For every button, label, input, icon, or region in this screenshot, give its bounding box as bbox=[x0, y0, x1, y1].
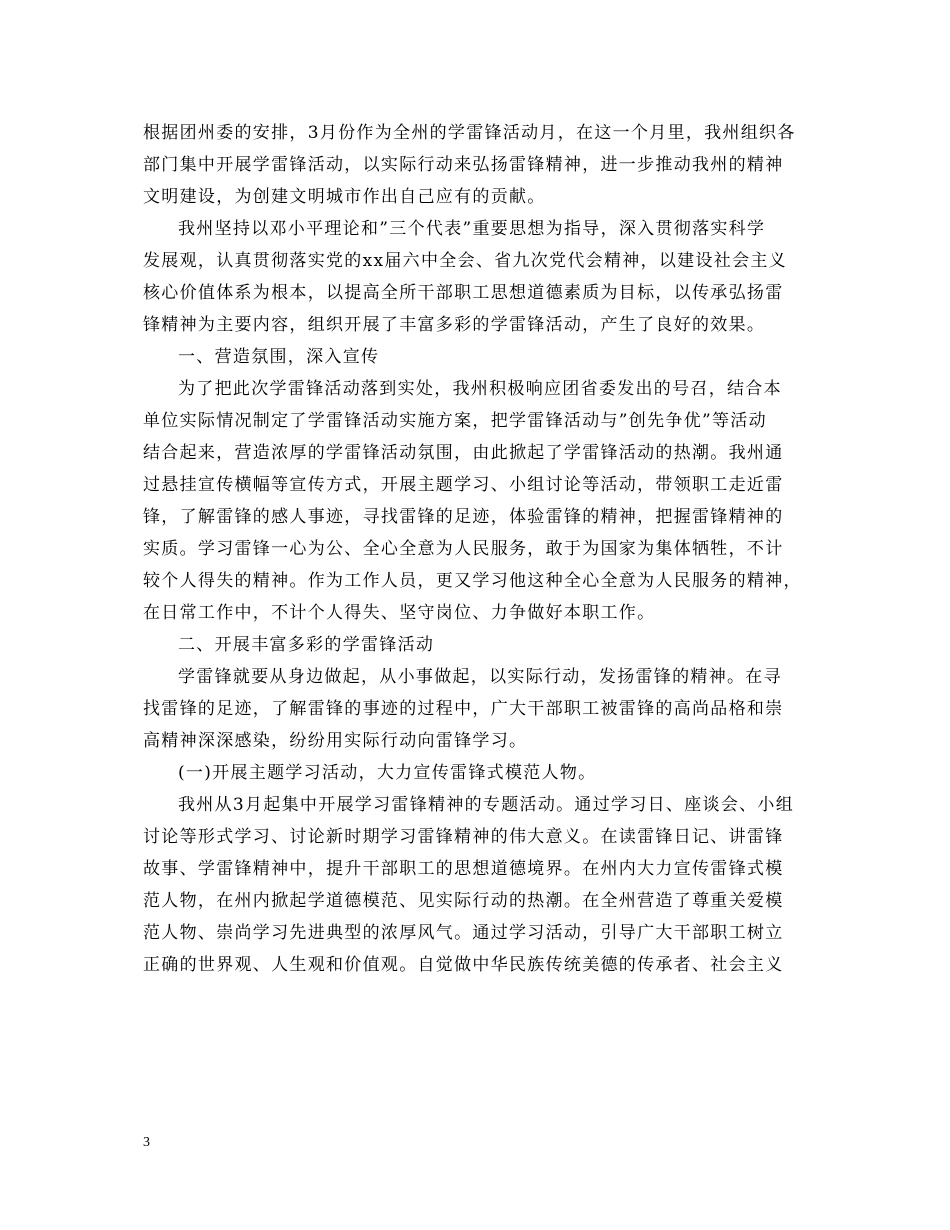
text-line: 我州从3月起集中开展学习雷锋精神的专题活动。通过学习日、座谈会、小组 bbox=[178, 795, 795, 815]
text-line: 二、开展丰富多彩的学雷锋活动 bbox=[178, 635, 435, 655]
text-line: 单位实际情况制定了学雷锋活动实施方案，把学雷锋活动与”创先争优”等活动 bbox=[143, 411, 767, 431]
text-line: (一)开展主题学习活动，大力宣传雷锋式模范人物。 bbox=[178, 763, 597, 783]
text-line: 讨论等形式学习、讨论新时期学习雷锋精神的伟大意义。在读雷锋日记、讲雷锋 bbox=[143, 827, 784, 847]
text-line: 学雷锋就要从身边做起，从小事做起，以实际行动，发扬雷锋的精神。在寻 bbox=[178, 667, 782, 687]
text-line: 高精神深深感染，纷纷用实际行动向雷锋学习。 bbox=[143, 731, 528, 751]
text-line: 核心价值体系为根本，以提高全所干部职工思想道德素质为目标，以传承弘扬雷 bbox=[143, 283, 784, 303]
text-line: 发展观，认真贯彻落实党的xx届六中全会、省九次党代会精神，以建设社会主义 bbox=[143, 251, 787, 271]
document-body bbox=[143, 117, 811, 981]
text-line: 在日常工作中，不计个人得失、坚守岗位、力争做好本职工作。 bbox=[143, 603, 656, 623]
page-number: 3 bbox=[143, 1135, 150, 1150]
text-line: 找雷锋的足迹，了解雷锋的事迹的过程中，广大干部职工被雷锋的高尚品格和崇 bbox=[143, 699, 784, 719]
text-line: 文明建设，为创建文明城市作出自己应有的贡献。 bbox=[143, 187, 546, 207]
text-line: 结合起来，营造浓厚的学雷锋活动氛围，由此掀起了学雷锋活动的热潮。我州通 bbox=[143, 443, 784, 463]
text-line: 过悬挂宣传横幅等宣传方式，开展主题学习、小组讨论等活动，带领职工走近雷 bbox=[143, 475, 784, 495]
text-line: 我州坚持以邓小平理论和”三个代表”重要思想为指导，深入贯彻落实科学 bbox=[178, 219, 766, 239]
text-line: 范人物，在州内掀起学道德模范、见实际行动的热潮。在全州营造了尊重关爱模 bbox=[143, 891, 784, 911]
text-line: 一、营造氛围，深入宣传 bbox=[178, 347, 380, 367]
text-line: 故事、学雷锋精神中，提升干部职工的思想道德境界。在州内大力宣传雷锋式模 bbox=[143, 859, 784, 879]
text-line: 正确的世界观、人生观和价值观。自觉做中华民族传统美德的传承者、社会主义 bbox=[143, 955, 784, 975]
text-line: 锋，了解雷锋的感人事迹，寻找雷锋的足迹，体验雷锋的精神，把握雷锋精神的 bbox=[143, 507, 784, 527]
text-line: 实质。学习雷锋一心为公、全心全意为人民服务，敢于为国家为集体牺牲，不计 bbox=[143, 539, 784, 559]
text-line: 为了把此次学雷锋活动落到实处，我州积极响应团省委发出的号召，结合本 bbox=[178, 379, 782, 399]
text-line: 范人物、崇尚学习先进典型的浓厚风气。通过学习活动，引导广大干部职工树立 bbox=[143, 923, 784, 943]
text-line: 较个人得失的精神。作为工作人员，更又学习他这种全心全意为人民服务的精神， bbox=[143, 571, 802, 591]
text-line: 锋精神为主要内容，组织开展了丰富多彩的学雷锋活动，产生了良好的效果。 bbox=[143, 315, 766, 335]
text-line: 部门集中开展学雷锋活动，以实际行动来弘扬雷锋精神，进一步推动我州的精神 bbox=[143, 155, 784, 175]
text-line: 根据团州委的安排，3月份作为全州的学雷锋活动月，在这一个月里，我州组织各 bbox=[143, 123, 796, 143]
